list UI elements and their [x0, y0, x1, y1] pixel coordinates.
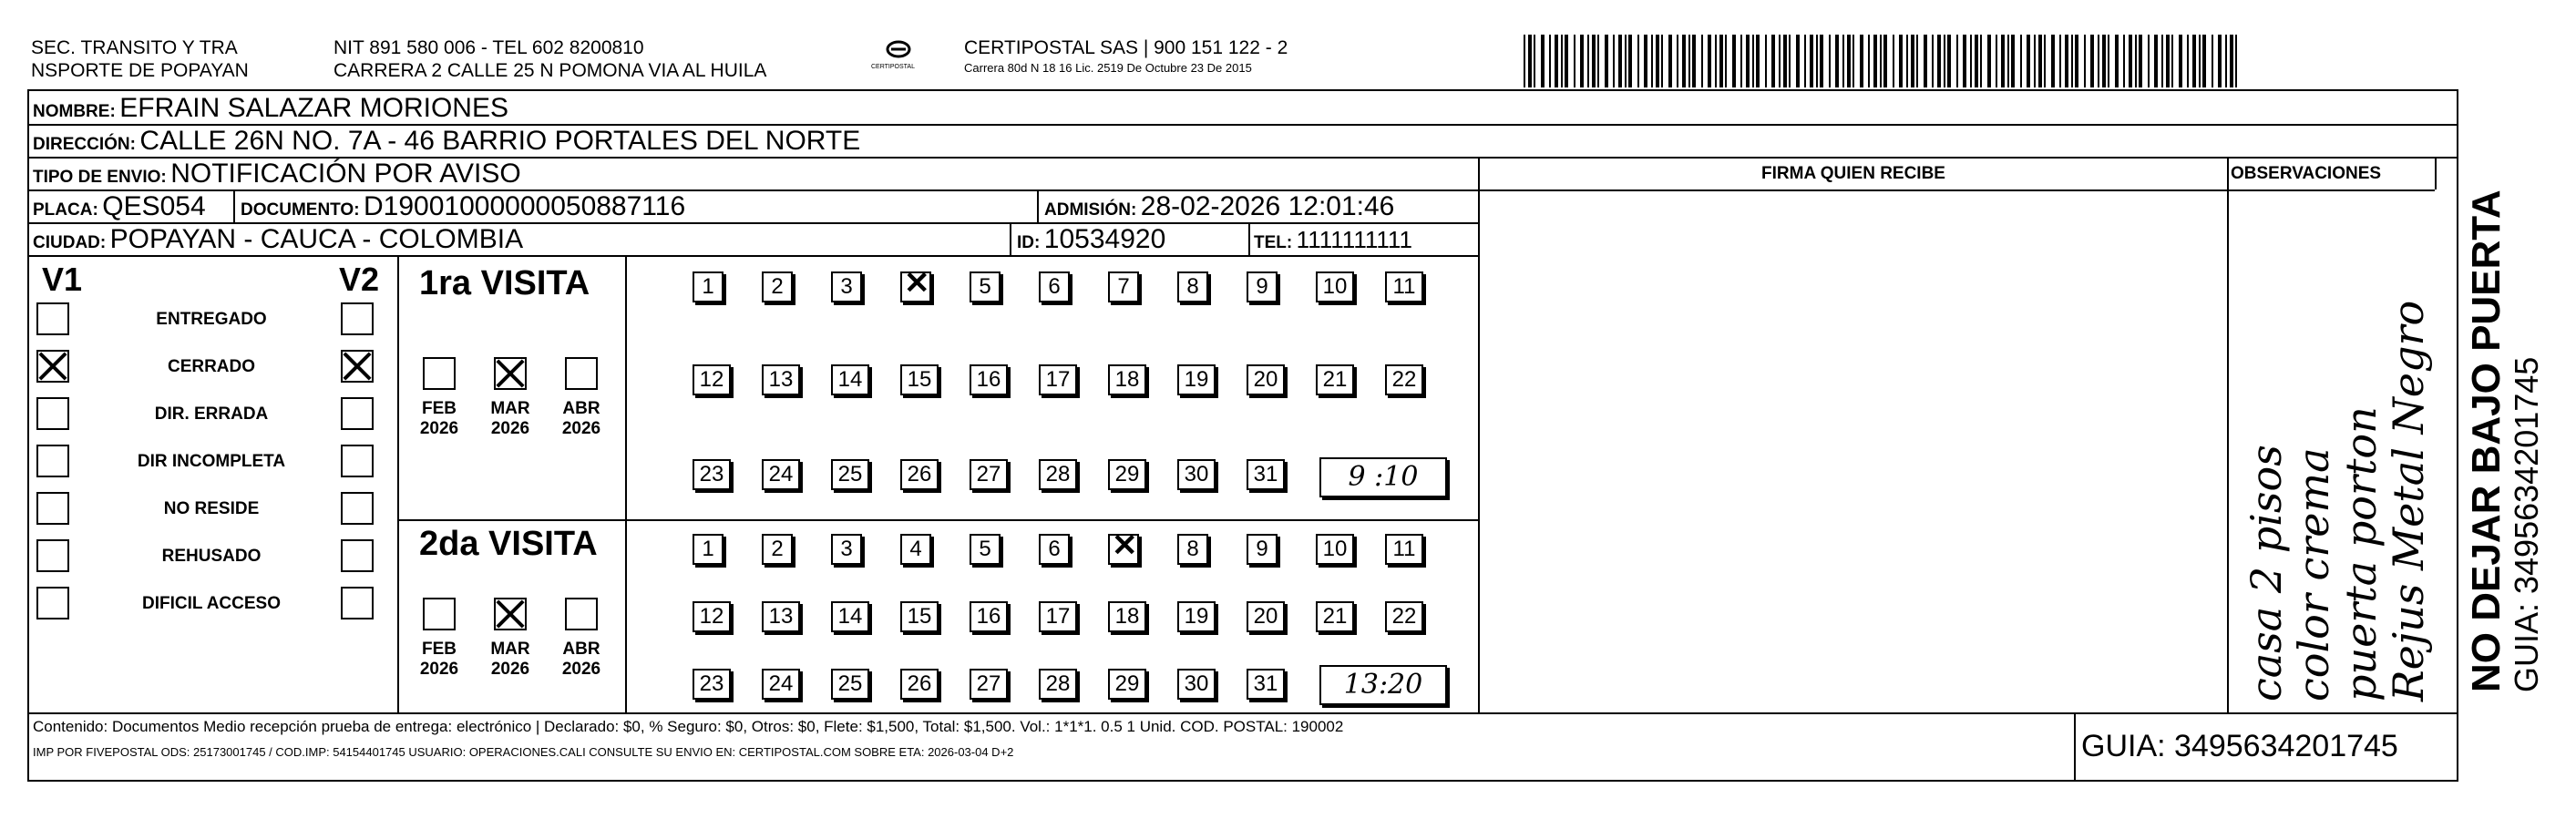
barcode-bar — [2034, 35, 2036, 87]
side-text — [2465, 189, 2545, 692]
month-checkbox-abr[interactable] — [565, 357, 598, 390]
barcode-bar — [1975, 35, 1978, 87]
barcode-bar — [1804, 35, 1806, 87]
barcode-bar — [2166, 35, 2170, 87]
month-checkbox-mar[interactable] — [494, 357, 527, 390]
barcode-bar — [1829, 35, 1831, 87]
barcode-bar — [2212, 35, 2213, 87]
barcode-bar — [1924, 35, 1927, 87]
day-box[interactable]: 30 — [1177, 669, 1216, 700]
sender-line-1: SEC. TRANSITO Y TRA — [31, 37, 238, 58]
month-name: ABR — [562, 399, 600, 418]
status-v2-checkbox[interactable] — [341, 350, 374, 383]
day-box[interactable]: 14 — [831, 364, 869, 395]
barcode-bar — [1644, 35, 1647, 87]
month-name: FEB — [422, 640, 457, 659]
day-box[interactable]: 10 — [1316, 271, 1354, 302]
barcode-bar — [1565, 35, 1568, 87]
barcode-bar — [1796, 35, 1800, 87]
barcode-bar — [1740, 35, 1742, 87]
side-guia: GUIA: 3495634201745 — [2508, 356, 2545, 692]
barcode-bar — [1911, 35, 1914, 87]
obs-line-2: color crema — [2289, 447, 2338, 701]
day-box[interactable]: 5 — [970, 534, 1001, 565]
ciudad-label: CIUDAD: — [33, 233, 107, 252]
day-box[interactable]: 29 — [1108, 669, 1146, 700]
day-box[interactable]: 7 — [1108, 271, 1139, 302]
firma-label: FIRMA QUIEN RECIBE — [1761, 164, 1945, 183]
barcode-bar — [1524, 35, 1525, 87]
documento-field — [241, 191, 685, 227]
status-label: DIR. ERRADA — [154, 404, 269, 424]
barcode-bar — [2129, 35, 2132, 87]
day-box[interactable]: 24 — [762, 669, 800, 700]
barcode-bar — [1816, 35, 1818, 87]
barcode-bar — [1883, 35, 1887, 87]
status-v2-checkbox[interactable] — [341, 539, 374, 572]
footer-contenido: Contenido: Documentos Medio recepción prueba de entrega: electrónico | Declarado: $0, % Seguro: $0, Otros: $0, Flete: $1,500, Total: $1,500. Vol.: 1*1*1. 0.5 1 Unid. COD. POSTAL: 190002 — [33, 718, 1344, 735]
status-v2-checkbox[interactable] — [341, 302, 374, 335]
day-box[interactable]: 24 — [762, 459, 800, 490]
barcode-bar — [1677, 35, 1678, 87]
day-box[interactable] — [1108, 534, 1139, 565]
v2-label: V2 — [339, 261, 380, 298]
status-label: CERRADO — [167, 357, 256, 376]
barcode-bar — [1618, 35, 1622, 87]
status-v1-checkbox[interactable] — [36, 445, 69, 477]
barcode-bar — [2007, 35, 2009, 87]
admision-value: 28-02-2026 12:01:46 — [1140, 191, 1395, 221]
barcode-bar — [2108, 35, 2109, 87]
month-name: FEB — [422, 399, 457, 418]
nit-line-2: CARRERA 2 CALLE 25 N POMONA VIA AL HUILA — [334, 60, 767, 81]
day-box[interactable]: 1 — [693, 271, 724, 302]
barcode-bar — [1597, 35, 1599, 87]
status-v2-checkbox[interactable] — [341, 492, 374, 525]
day-box[interactable]: 15 — [900, 364, 939, 395]
month-year: 2026 — [561, 419, 601, 438]
status-label: DIR INCOMPLETA — [137, 452, 286, 471]
month-year: 2026 — [490, 660, 530, 679]
nombre-value: EFRAIN SALAZAR MORIONES — [119, 93, 508, 123]
visit-2-title: 2da VISITA — [419, 525, 598, 563]
barcode-bar — [1682, 35, 1686, 87]
barcode-bar — [1688, 35, 1690, 87]
barcode-bar — [1987, 35, 1991, 87]
nit-line-1: NIT 891 580 006 - TEL 602 8200810 — [334, 37, 644, 58]
day-box[interactable]: 10 — [1316, 534, 1354, 565]
documento-value: D19001000000050887116 — [364, 191, 686, 221]
obs-line-3: puerta porton — [2336, 406, 2386, 701]
barcode-bar — [1625, 35, 1627, 87]
admision-field — [1044, 191, 1394, 227]
day-box[interactable]: 26 — [900, 459, 939, 490]
barcode-bar — [1980, 35, 1982, 87]
barcode-bar — [1783, 35, 1787, 87]
barcode-bar — [1756, 35, 1760, 87]
day-box[interactable]: 28 — [1039, 459, 1077, 490]
placa-value: QES054 — [102, 191, 206, 221]
barcode-bar — [1692, 35, 1696, 87]
direccion-field — [33, 126, 860, 161]
barcode-bar — [1656, 35, 1659, 87]
day-box[interactable]: 19 — [1177, 364, 1216, 395]
carrier-block — [964, 36, 1288, 77]
barcode-bar — [1708, 35, 1711, 87]
status-v1-checkbox[interactable] — [36, 539, 69, 572]
month-year: 2026 — [419, 660, 459, 679]
barcode-bar — [1765, 35, 1767, 87]
status-label: REHUSADO — [161, 547, 262, 566]
barcode-bar — [1937, 35, 1941, 87]
barcode-bar — [1555, 35, 1558, 87]
nombre-label: NOMBRE: — [33, 102, 116, 121]
barcode-bar — [2230, 35, 2233, 87]
barcode-bar — [2218, 35, 2222, 87]
no-dejar-bajo-puerta: NO DEJAR BAJO PUERTA — [2464, 189, 2509, 692]
barcode-bar — [1549, 35, 1551, 87]
day-box[interactable]: 25 — [831, 459, 869, 490]
barcode-bar — [2051, 35, 2055, 87]
visit-2-time: 13:20 — [1319, 665, 1447, 705]
barcode-bar — [2135, 35, 2137, 87]
barcode-bar — [1668, 35, 1672, 87]
barcode-bar — [2011, 35, 2015, 87]
day-box[interactable]: 20 — [1247, 364, 1285, 395]
sender-block — [31, 36, 249, 82]
day-box[interactable]: 18 — [1108, 601, 1146, 632]
barcode-bar — [1613, 35, 1615, 87]
status-v1-checkbox[interactable] — [36, 587, 69, 619]
id-value: 10534920 — [1043, 224, 1166, 254]
barcode-bar — [2071, 35, 2073, 87]
barcode-bar — [1587, 35, 1589, 87]
barcode-bar — [2090, 35, 2094, 87]
carrier-logo — [871, 35, 926, 80]
barcode-bar — [2161, 35, 2163, 87]
day-box[interactable]: 11 — [1385, 271, 1423, 302]
tel-label: TEL: — [1254, 233, 1293, 252]
barcode-bar — [2001, 35, 2005, 87]
barcode-bar — [1534, 35, 1535, 87]
barcode-bar — [2202, 35, 2206, 87]
visit-1-title: 1ra VISITA — [419, 264, 590, 302]
day-box[interactable]: 13 — [762, 601, 800, 632]
barcode-bar — [1637, 35, 1639, 87]
barcode-bar — [2139, 35, 2142, 87]
day-box[interactable]: 14 — [831, 601, 869, 632]
barcode-bar — [2020, 35, 2022, 87]
barcode-bar — [2148, 35, 2150, 87]
status-v1-checkbox[interactable] — [36, 350, 69, 383]
barcode-bar — [1701, 35, 1703, 87]
status-area — [29, 255, 397, 712]
barcode-bar — [1970, 35, 1972, 87]
barcode-bar — [2044, 35, 2046, 87]
status-v1-checkbox[interactable] — [36, 492, 69, 525]
barcode-bar — [1916, 35, 1918, 87]
status-v1-checkbox[interactable] — [36, 302, 69, 335]
day-box[interactable]: 18 — [1108, 364, 1146, 395]
placa-field — [33, 191, 206, 227]
barcode-bar — [1628, 35, 1632, 87]
month-name: MAR — [490, 640, 530, 659]
logo-text: CERTIPOSTAL — [871, 64, 915, 70]
day-box[interactable]: 17 — [1039, 364, 1077, 395]
barcode-bar — [2171, 35, 2173, 87]
carrier-line-2: Carrera 80d N 18 16 Lic. 2519 De Octubre 23 De 2015 — [964, 61, 1252, 75]
barcode-bar — [1528, 35, 1532, 87]
barcode-bar — [2179, 35, 2182, 87]
day-box[interactable]: 9 — [1247, 534, 1278, 565]
observaciones-label: OBSERVACIONES — [2231, 164, 2382, 183]
barcode-bar — [2038, 35, 2042, 87]
barcode-bar — [1746, 35, 1750, 87]
day-box[interactable]: 16 — [970, 364, 1008, 395]
day-box[interactable]: 29 — [1108, 459, 1146, 490]
barcode-bar — [1541, 35, 1545, 87]
month-name: ABR — [562, 640, 600, 659]
barcode-bar — [1771, 35, 1775, 87]
barcode-bar — [2187, 35, 2189, 87]
visit-1-section — [399, 257, 1476, 519]
nombre-field — [33, 93, 508, 128]
month-year: 2026 — [490, 419, 530, 438]
barcode-bar — [1956, 35, 1958, 87]
barcode-bar — [2199, 35, 2201, 87]
status-v2-checkbox[interactable] — [341, 587, 374, 619]
day-box[interactable]: 21 — [1316, 364, 1354, 395]
barcode-bar — [1835, 35, 1839, 87]
day-box[interactable]: 20 — [1247, 601, 1285, 632]
barcode-bar — [1860, 35, 1863, 87]
barcode-bar — [1574, 35, 1575, 87]
month-label — [412, 399, 467, 439]
barcode-bar — [1661, 35, 1663, 87]
direccion-label: DIRECCIÓN: — [33, 135, 136, 154]
form-table — [27, 89, 2458, 782]
day-box[interactable]: 27 — [970, 459, 1008, 490]
day-box[interactable]: 22 — [1385, 364, 1423, 395]
barcode — [1520, 35, 2249, 87]
day-box[interactable]: 17 — [1039, 601, 1077, 632]
tel-field — [1254, 224, 1412, 260]
month-checkbox-feb[interactable] — [423, 357, 456, 390]
day-box[interactable]: 5 — [970, 271, 1001, 302]
barcode-bar — [1715, 35, 1717, 87]
barcode-bar — [1996, 35, 1997, 87]
barcode-bar — [1852, 35, 1854, 87]
day-box[interactable]: 2 — [762, 534, 793, 565]
month-label — [483, 640, 538, 680]
barcode-bar — [2115, 35, 2119, 87]
day-box[interactable]: 2 — [762, 271, 793, 302]
day-box[interactable]: 3 — [831, 271, 862, 302]
barcode-bar — [1963, 35, 1966, 87]
day-box[interactable]: 23 — [693, 459, 731, 490]
id-field — [1017, 224, 1165, 260]
month-year: 2026 — [419, 419, 459, 438]
day-box[interactable]: 27 — [970, 669, 1008, 700]
barcode-bar — [2192, 35, 2196, 87]
day-box[interactable]: 23 — [693, 669, 731, 700]
barcode-bar — [1752, 35, 1754, 87]
barcode-bar — [2075, 35, 2078, 87]
barcode-bar — [2235, 35, 2237, 87]
id-label: ID: — [1017, 233, 1041, 252]
barcode-bar — [2123, 35, 2125, 87]
barcode-bar — [1725, 35, 1727, 87]
visit-2-section — [399, 521, 1476, 712]
day-box[interactable]: 4 — [900, 534, 931, 565]
month-label — [483, 399, 538, 439]
barcode-bar — [1779, 35, 1781, 87]
day-box[interactable]: 12 — [693, 601, 731, 632]
tipo-envio-field — [33, 159, 521, 194]
month-label — [554, 640, 609, 680]
barcode-bar — [1932, 35, 1934, 87]
month-checkbox-feb[interactable] — [423, 598, 456, 630]
barcode-bar — [1873, 35, 1877, 87]
barcode-bar — [1893, 35, 1894, 87]
day-box[interactable]: 6 — [1039, 271, 1070, 302]
barcode-bar — [1842, 35, 1844, 87]
barcode-bar — [1605, 35, 1608, 87]
barcode-bar — [2084, 35, 2086, 87]
day-box[interactable]: 22 — [1385, 601, 1423, 632]
day-box[interactable]: 8 — [1177, 271, 1208, 302]
barcode-bar — [2027, 35, 2030, 87]
barcode-bar — [1847, 35, 1851, 87]
admision-label: ADMISIÓN: — [1044, 200, 1137, 220]
barcode-bar — [2065, 35, 2068, 87]
v1-label: V1 — [42, 261, 83, 298]
day-box[interactable]: 28 — [1039, 669, 1077, 700]
month-name: MAR — [490, 399, 530, 418]
carrier-line-1: CERTIPOSTAL SAS | 900 151 122 - 2 — [964, 37, 1288, 58]
day-box[interactable]: 13 — [762, 364, 800, 395]
day-box[interactable]: 26 — [900, 669, 939, 700]
barcode-bar — [1906, 35, 1908, 87]
observaciones-area — [2229, 191, 2435, 711]
month-year: 2026 — [561, 660, 601, 679]
barcode-bar — [1899, 35, 1903, 87]
day-box[interactable]: 11 — [1385, 534, 1423, 565]
sender-line-2: NSPORTE DE POPAYAN — [31, 60, 249, 81]
day-box[interactable] — [900, 271, 931, 302]
barcode-bar — [1880, 35, 1882, 87]
footer-imp: IMP POR FIVEPOSTAL ODS: 25173001745 / COD.IMP: 54154401745 USUARIO: OPERACIONES.CALI CONSULTE SU ENVIO EN: CERTIPOSTAL.COM SOBRE ETA: 2026-03-04 D+2 — [33, 745, 1014, 759]
barcode-bar — [1810, 35, 1813, 87]
day-box[interactable]: 6 — [1039, 534, 1070, 565]
month-label — [554, 399, 609, 439]
footer-guia: GUIA: 3495634201745 — [2081, 729, 2398, 763]
status-v2-checkbox[interactable] — [341, 445, 374, 477]
obs-line-1: casa 2 pisos — [2242, 445, 2291, 701]
day-box[interactable]: 25 — [831, 669, 869, 700]
day-box[interactable]: 31 — [1247, 459, 1285, 490]
barcode-bar — [1947, 35, 1951, 87]
month-label — [412, 640, 467, 680]
barcode-bar — [1732, 35, 1736, 87]
barcode-bar — [2154, 35, 2158, 87]
barcode-bar — [1592, 35, 1596, 87]
month-checkbox-mar[interactable] — [494, 598, 527, 630]
visit-1-time: 9 :10 — [1319, 457, 1447, 497]
barcode-bar — [1580, 35, 1584, 87]
day-box[interactable]: 12 — [693, 364, 731, 395]
day-box[interactable]: 9 — [1247, 271, 1278, 302]
nit-block — [334, 36, 766, 82]
day-box[interactable]: 16 — [970, 601, 1008, 632]
barcode-bar — [2225, 35, 2227, 87]
status-v1-checkbox[interactable] — [36, 397, 69, 430]
day-box[interactable]: 30 — [1177, 459, 1216, 490]
month-checkbox-abr[interactable] — [565, 598, 598, 630]
tipo-envio-label: TIPO DE ENVIO: — [33, 168, 167, 187]
status-label: NO RESIDE — [163, 499, 260, 518]
barcode-bar — [2098, 35, 2099, 87]
barcode-bar — [1651, 35, 1653, 87]
tel-value: 1111111111 — [1296, 226, 1412, 253]
day-box[interactable]: 31 — [1247, 669, 1285, 700]
placa-label: PLACA: — [33, 200, 98, 220]
ciudad-value: POPAYAN - CAUCA - COLOMBIA — [109, 224, 524, 254]
barcode-bar — [1789, 35, 1791, 87]
barcode-bar — [1868, 35, 1870, 87]
documento-label: DOCUMENTO: — [241, 200, 360, 220]
barcode-bar — [2102, 35, 2106, 87]
day-box[interactable]: 21 — [1316, 601, 1354, 632]
status-v2-checkbox[interactable] — [341, 397, 374, 430]
barcode-bar — [2059, 35, 2061, 87]
barcode-bar — [1561, 35, 1563, 87]
day-box[interactable]: 15 — [900, 601, 939, 632]
tipo-envio-value: NOTIFICACIÓN POR AVISO — [170, 159, 521, 189]
day-box[interactable]: 1 — [693, 534, 724, 565]
status-label: DIFICIL ACCESO — [141, 594, 281, 613]
day-box[interactable]: 8 — [1177, 534, 1208, 565]
day-box[interactable]: 19 — [1177, 601, 1216, 632]
obs-line-4: Rejus Metal Negro — [2384, 300, 2433, 701]
barcode-bar — [1944, 35, 1945, 87]
barcode-bar — [1719, 35, 1723, 87]
barcode-bar — [1820, 35, 1823, 87]
direccion-value: CALLE 26N NO. 7A - 46 BARRIO PORTALES DEL NORTE — [139, 126, 861, 156]
day-box[interactable]: 3 — [831, 534, 862, 565]
status-label: ENTREGADO — [156, 310, 267, 329]
